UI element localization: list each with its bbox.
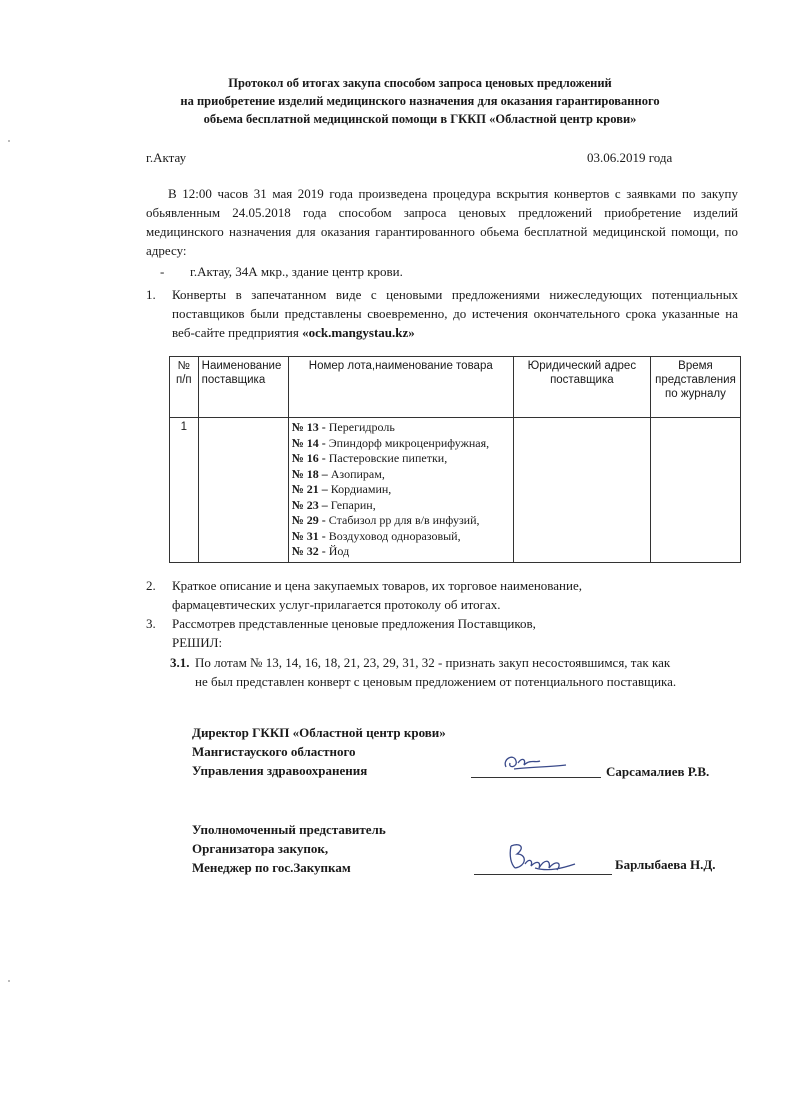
- row-lots: [288, 418, 513, 563]
- director-signature-icon: [500, 745, 570, 777]
- intro-paragraph: В 12:00 часов 31 мая 2019 года произведена процедура вскрытия конвертов с заявками по закупу обьявленным 24.05.2018 года способом запроса ценовых предложений приобретение изделий медицинского назначения для оказания гарантированного обьема бесплатной медицинской помощи, по адресу:: [146, 186, 738, 258]
- list-item-3-number: 3.: [146, 616, 156, 631]
- header-time: Время представления по журналу: [650, 357, 740, 418]
- scan-mark: [8, 140, 10, 142]
- header-lot: Номер лота,наименование товара: [288, 357, 513, 418]
- list-item-1-number: 1.: [146, 287, 156, 302]
- representative-signature-icon: [505, 838, 580, 878]
- director-title-line-2: Мангистауского областного: [192, 744, 356, 759]
- director-title-line-1: Директор ГККП «Областной центр крови»: [192, 725, 446, 740]
- lot-item: № 32 - Йод: [291, 544, 350, 558]
- representative-name: Барлыбаева Н.Д.: [615, 857, 716, 872]
- website-link: «ock.mangystau.kz»: [302, 325, 415, 340]
- director-title-line-3: Управления здравоохранения: [192, 763, 368, 778]
- list-item-1-text: Конверты в запечатанном виде с ценовыми предложениями нижеследующих потенциальных поставщиков были представлены своевременно, до истечения окончательного срока указанные на веб-сайте предприятия: [172, 287, 738, 340]
- representative-title-line-2: Организатора закупок,: [192, 841, 329, 856]
- row-address: [513, 418, 650, 563]
- row-number: 1: [170, 418, 199, 563]
- title-line-1: Протокол об итогах закупа способом запроса ценовых предложений: [228, 76, 612, 90]
- lot-item: № 13 - Перегидроль: [291, 420, 395, 434]
- director-title: [192, 723, 446, 780]
- document-title: [100, 74, 740, 128]
- table-header-row: [170, 357, 741, 418]
- suppliers-table: [169, 356, 741, 563]
- row-supplier: [198, 418, 288, 563]
- list-item-3-1: [170, 653, 750, 691]
- list-item-2: [146, 576, 746, 614]
- lot-item: № 29 - Стабизол рр для в/в инфузий,: [291, 513, 480, 527]
- header-address: Юридический адрес поставщика: [513, 357, 650, 418]
- lot-item: № 21 – Кордиамин,: [291, 482, 392, 496]
- header-number: № п/п: [170, 357, 199, 418]
- address-line: [160, 264, 403, 280]
- title-line-2: на приобретение изделий медицинского назначения для оказания гарантированного: [180, 94, 660, 108]
- row-time: [650, 418, 740, 563]
- document-date: 03.06.2019 года: [587, 150, 673, 165]
- address-dash: -: [160, 264, 165, 279]
- representative-title-line-3: Менеджер по гос.Закупкам: [192, 860, 351, 875]
- lot-item: № 31 - Воздуховод одноразовый,: [291, 528, 461, 543]
- header-supplier: Наименование поставщика: [198, 357, 288, 418]
- scan-mark: [8, 980, 10, 982]
- list-item-1: [146, 285, 738, 342]
- list-item-3-1-number: 3.1.: [170, 655, 190, 670]
- lot-item: № 18 – Азопирам,: [291, 466, 385, 481]
- lot-item: № 16 - Пастеровские пипетки,: [291, 451, 448, 465]
- list-item-3-line-1: Рассмотрев представленные ценовые предложения Поставщиков,: [172, 616, 536, 631]
- representative-title-line-1: Уполномоченный представитель: [192, 822, 386, 837]
- lot-item: № 23 – Гепарин,: [291, 497, 376, 512]
- representative-title: [192, 820, 386, 877]
- list-item-3-1-line-2: не был представлен конверт с ценовым предложением от потенциального поставщика.: [195, 674, 677, 689]
- city: г.Актау: [146, 150, 187, 165]
- list-item-3: [146, 614, 746, 652]
- title-line-3: обьема бесплатной медицинской помощи в ГККП «Областной центр крови»: [203, 112, 637, 126]
- table-row: [170, 418, 741, 563]
- director-name: Сарсамалиев Р.В.: [606, 764, 710, 779]
- address-text: г.Актау, 34А мкр., здание центр крови.: [190, 264, 403, 279]
- decision-label: РЕШИЛ:: [172, 635, 223, 650]
- list-item-2-number: 2.: [146, 578, 156, 593]
- list-item-2-line-2: фармацевтических услуг-прилагается протоколу об итогах.: [172, 597, 501, 612]
- list-item-3-1-line-1: По лотам № 13, 14, 16, 18, 21, 23, 29, 31, 32 - признать закуп несостоявшимся, так как: [195, 655, 671, 670]
- list-item-2-line-1: Краткое описание и цена закупаемых товаров, их торговое наименование,: [172, 578, 582, 593]
- lot-item: № 14 - Эпиндорф микроценрифужная,: [291, 435, 490, 450]
